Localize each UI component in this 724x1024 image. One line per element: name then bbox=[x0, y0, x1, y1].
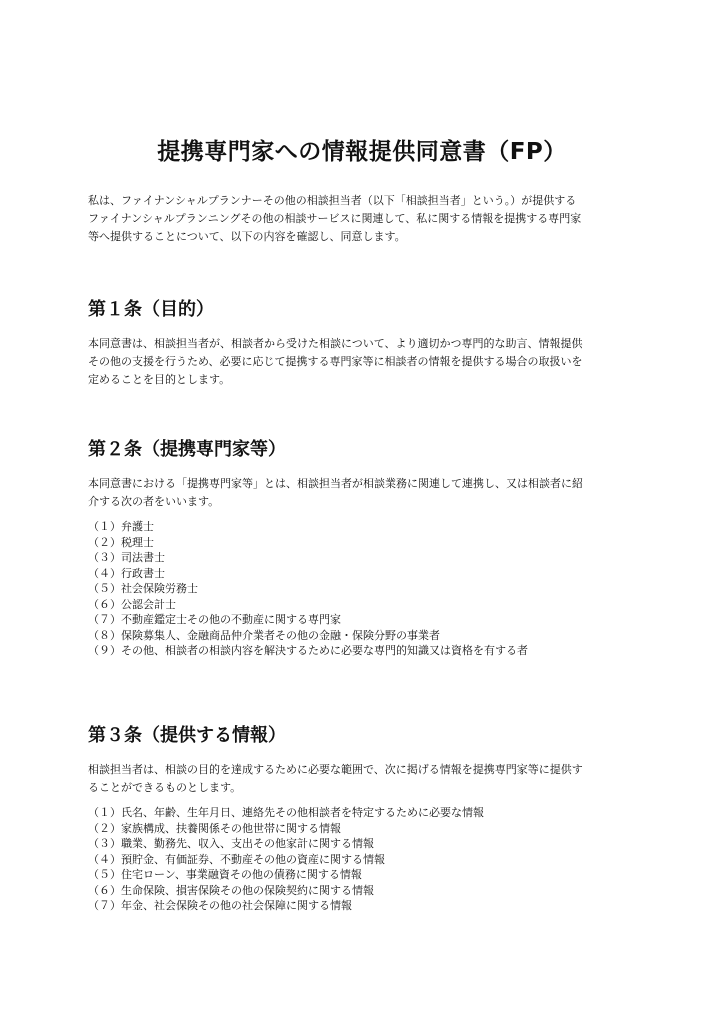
list-item: （２）税理士 bbox=[88, 535, 154, 549]
list-item: （３）司法書士 bbox=[88, 551, 165, 564]
list-item: （３）職業、勤務先、収入、支出その他家計に関する情報 bbox=[88, 837, 374, 850]
article-2-list bbox=[88, 519, 528, 659]
article-2-body-line: 本同意書における「提携専門家等」とは、相談担当者が相談業務に関連して連携し、又は相談者に紹 bbox=[88, 477, 583, 490]
article-3-body bbox=[88, 761, 648, 797]
article-1-body-line: その他の支援を行うため、必要に応じて提携する専門家等に相談者の情報を提供する場合の取扱いを bbox=[88, 355, 583, 368]
intro-line: 等へ提供することについて、以下の内容を確認し、同意します。 bbox=[88, 230, 406, 243]
article-2-body bbox=[88, 475, 648, 511]
list-item: （６）公認会計士 bbox=[88, 597, 176, 611]
list-item: （６）生命保険、損害保険その他の保険契約に関する情報 bbox=[88, 883, 374, 897]
article-1-body-line: 定めることを目的とします。 bbox=[88, 373, 231, 386]
article-3-body-line: 相談担当者は、相談の目的を達成するために必要な範囲で、次に掲げる情報を提携専門家等に提供す bbox=[88, 763, 583, 776]
article-3-list bbox=[88, 805, 484, 914]
list-item: （９）その他、相談者の相談内容を解決するために必要な専門的知識又は資格を有する者 bbox=[88, 644, 528, 657]
article-3-heading: 第３条（提供する情報） bbox=[88, 725, 286, 746]
article-3-body-line: ることができるものとします。 bbox=[88, 781, 242, 794]
intro-paragraph bbox=[88, 192, 648, 246]
list-item: （１）弁護士 bbox=[88, 520, 154, 533]
list-item: （５）社会保険労務士 bbox=[88, 582, 198, 595]
list-item: （７）不動産鑑定士その他の不動産に関する専門家 bbox=[88, 613, 341, 626]
article-1-heading: 第１条（目的） bbox=[88, 299, 214, 320]
list-item: （１）氏名、年齢、生年月日、連絡先その他相談者を特定するために必要な情報 bbox=[88, 806, 484, 819]
list-item: （４）預貯金、有価証券、不動産その他の資産に関する情報 bbox=[88, 852, 385, 866]
article-1-body-line: 本同意書は、相談担当者が、相談者から受けた相談について、より適切かつ専門的な助言、情報提供 bbox=[88, 337, 583, 350]
intro-line: 私は、ファイナンシャルプランナーその他の相談担当者（以下「相談担当者」という。）が提供する bbox=[88, 194, 577, 207]
list-item: （７）年金、社会保険その他の社会保障に関する情報 bbox=[88, 899, 352, 912]
article-2-heading: 第２条（提携専門家等） bbox=[88, 439, 286, 460]
document-title: 提携専門家への情報提供同意書（FP） bbox=[157, 139, 567, 166]
list-item: （２）家族構成、扶養関係その他世帯に関する情報 bbox=[88, 821, 341, 835]
list-item: （５）住宅ローン、事業融資その他の債務に関する情報 bbox=[88, 868, 362, 881]
article-2-body-line: 介する次の者をいいます。 bbox=[88, 495, 220, 508]
intro-line: ファイナンシャルプランニングその他の相談サービスに関連して、私に関する情報を提携する専門家 bbox=[88, 212, 582, 225]
list-item: （８）保険募集人、金融商品仲介業者その他の金融・保険分野の事業者 bbox=[88, 628, 440, 642]
article-1-body bbox=[88, 335, 648, 389]
list-item: （４）行政書士 bbox=[88, 566, 165, 580]
